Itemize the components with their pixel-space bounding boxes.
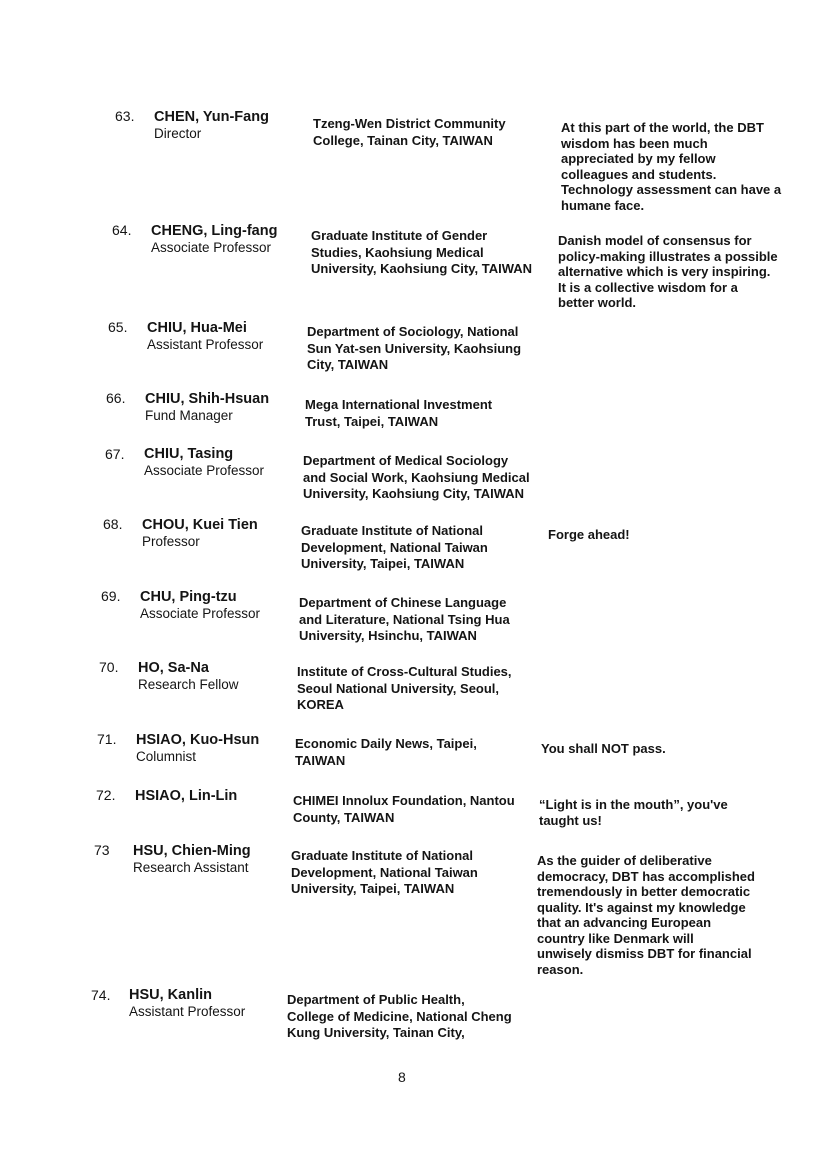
entry-number: 65. [108, 319, 128, 335]
person-name: CHIU, Shih-Hsuan [145, 391, 270, 407]
person-title: Research Fellow [138, 677, 239, 692]
person-name: CHU, Ping-tzu [140, 589, 237, 605]
person-title: Columnist [136, 749, 197, 764]
entry-number: 73 [94, 842, 110, 858]
entry-number: 70. [99, 659, 119, 675]
person-name: HO, Sa-Na [138, 660, 209, 676]
person-title: Fund Manager [145, 408, 233, 423]
affiliation: Department of Public Health, College of Medicine, National Cheng Kung University, Tainan City, [287, 992, 512, 1040]
entry-number: 74. [91, 987, 111, 1003]
person-title: Associate Professor [144, 463, 265, 478]
entry-number: 68. [103, 516, 123, 532]
comment: As the guider of deliberative democracy, DBT has accomplished tremendously in better democratic quality. It's against my knowledge that an advancing European country like Denmark will unwisely dismiss DBT for financial reason. [537, 853, 755, 977]
entry-number: 63. [115, 108, 135, 124]
person-name: CHIU, Tasing [144, 446, 234, 462]
person-title: Professor [142, 534, 200, 549]
affiliation: Graduate Institute of National Development, National Taiwan University, Taipei, TAIWAN [301, 523, 488, 571]
person-title: Associate Professor [140, 606, 261, 621]
affiliation: Institute of Cross-Cultural Studies, Seoul National University, Seoul, KOREA [297, 664, 512, 712]
entry-number: 69. [101, 588, 121, 604]
person-name: HSU, Chien-Ming [133, 843, 251, 859]
person-name: HSU, Kanlin [129, 987, 212, 1003]
person-name: HSIAO, Lin-Lin [135, 788, 238, 804]
comment: Danish model of consensus for policy-making illustrates a possible alternative which is very inspiring. It is a collective wisdom for a better world. [558, 233, 778, 310]
person-title: Associate Professor [151, 240, 272, 255]
comment: At this part of the world, the DBT wisdom has been much appreciated by my fellow colleagues and students. Technology assessment can have a humane face. [561, 120, 782, 213]
person-name: CHENG, Ling-fang [151, 223, 278, 239]
entry-number: 64. [112, 222, 132, 238]
entry-number: 71. [97, 731, 117, 747]
page-number: 8 [398, 1069, 406, 1085]
affiliation: CHIMEI Innolux Foundation, Nantou County, TAIWAN [293, 793, 515, 825]
comment: “Light is in the mouth”, you've taught us! [539, 797, 728, 828]
person-name: CHEN, Yun-Fang [154, 109, 269, 125]
entry-number: 72. [96, 787, 116, 803]
comment: You shall NOT pass. [541, 741, 666, 756]
person-title: Research Assistant [133, 860, 249, 875]
person-title: Assistant Professor [147, 337, 264, 352]
person-title: Director [154, 126, 202, 141]
comment: Forge ahead! [548, 527, 630, 542]
affiliation: Mega International Investment Trust, Taipei, TAIWAN [305, 397, 493, 429]
affiliation: Department of Sociology, National Sun Yat-sen University, Kaohsiung City, TAIWAN [307, 324, 522, 372]
entry-number: 67. [105, 446, 125, 462]
person-title: Assistant Professor [129, 1004, 246, 1019]
affiliation: Department of Chinese Language and Literature, National Tsing Hua University, Hsinchu, TAIWAN [299, 595, 510, 643]
affiliation: Economic Daily News, Taipei, TAIWAN [295, 736, 477, 768]
affiliation: Tzeng-Wen District Community College, Tainan City, TAIWAN [313, 116, 506, 148]
person-name: CHIU, Hua-Mei [147, 320, 247, 336]
affiliation: Graduate Institute of Gender Studies, Kaohsiung Medical University, Kaohsiung City, TAIWAN [311, 228, 533, 276]
entry-number: 66. [106, 390, 126, 406]
affiliation: Graduate Institute of National Development, National Taiwan University, Taipei, TAIWAN [291, 848, 478, 896]
person-name: CHOU, Kuei Tien [142, 517, 258, 533]
person-name: HSIAO, Kuo-Hsun [136, 732, 260, 748]
affiliation: Department of Medical Sociology and Social Work, Kaohsiung Medical University, Kaohsiung City, TAIWAN [303, 453, 530, 501]
